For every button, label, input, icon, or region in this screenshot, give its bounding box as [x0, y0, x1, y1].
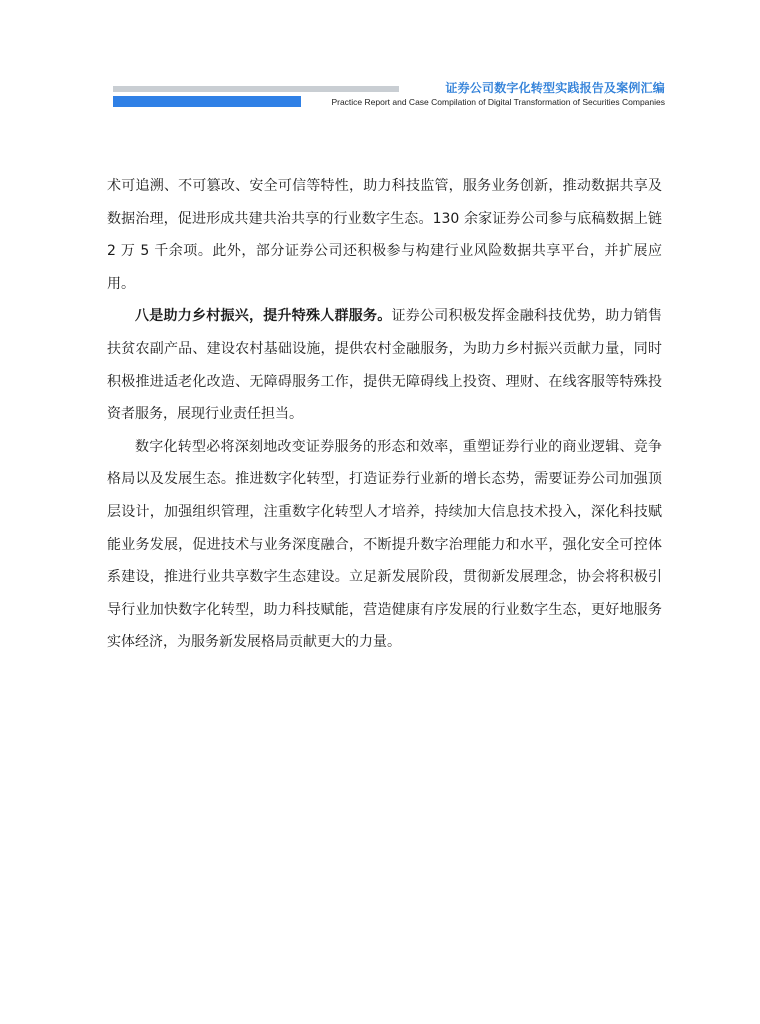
header-title: 证券公司数字化转型实践报告及案例汇编 [445, 81, 665, 95]
page-header [0, 0, 760, 120]
header-gray-rule [113, 86, 399, 92]
paragraph-text: 数字化转型必将深刻地改变证券服务的形态和效率，重塑证券行业的商业逻辑、竞争格局以及发展生态。推进数字化转型，打造证券行业新的增长态势，需要证券公司加强顶层设计，加强组织管理，注重数字化转型人才培养，持续加大信息技术投入，深化科技赋能业务发展，促进技术与业务深度融合，不断提升数字治理能力和水平，强化安全可控体系建设，推进行业共享数字生态建设。立足新发展阶段，贯彻新发展理念，协会将积极引导行业加快数字化转型，助力科技赋能，营造健康有序发展的行业数字生态，更好地服务实体经济，为服务新发展格局贡献更大的力量。 [107, 438, 662, 651]
document-body [107, 170, 662, 659]
paragraph-continuation [107, 170, 662, 300]
header-blue-bar [113, 96, 301, 107]
paragraph-lead-heading: 八是助力乡村振兴，提升特殊人群服务。 [135, 308, 392, 325]
header-subtitle: Practice Report and Case Compilation of Digital Transformation of Securities Companies [331, 97, 665, 107]
paragraph-conclusion [107, 431, 662, 659]
paragraph-text: 证券公司积极发挥金融科技优势，助力销售扶贫农副产品、建设农村基础设施，提供农村金融服务，为助力乡村振兴贡献力量，同时积极推进适老化改造、无障碍服务工作，提供无障碍线上投资、理财、在线客服等特殊投资者服务，展现行业责任担当。 [107, 308, 662, 423]
paragraph-text: 术可追溯、不可篡改、安全可信等特性，助力科技监管，服务业务创新，推动数据共享及数据治理，促进形成共建共治共享的行业数字生态。130 余家证券公司参与底稿数据上链 2 万 5 千余项。此外，部分证券公司还积极参与构建行业风险数据共享平台，并扩展应用。 [107, 178, 662, 292]
paragraph-rural-revitalization [107, 300, 662, 430]
